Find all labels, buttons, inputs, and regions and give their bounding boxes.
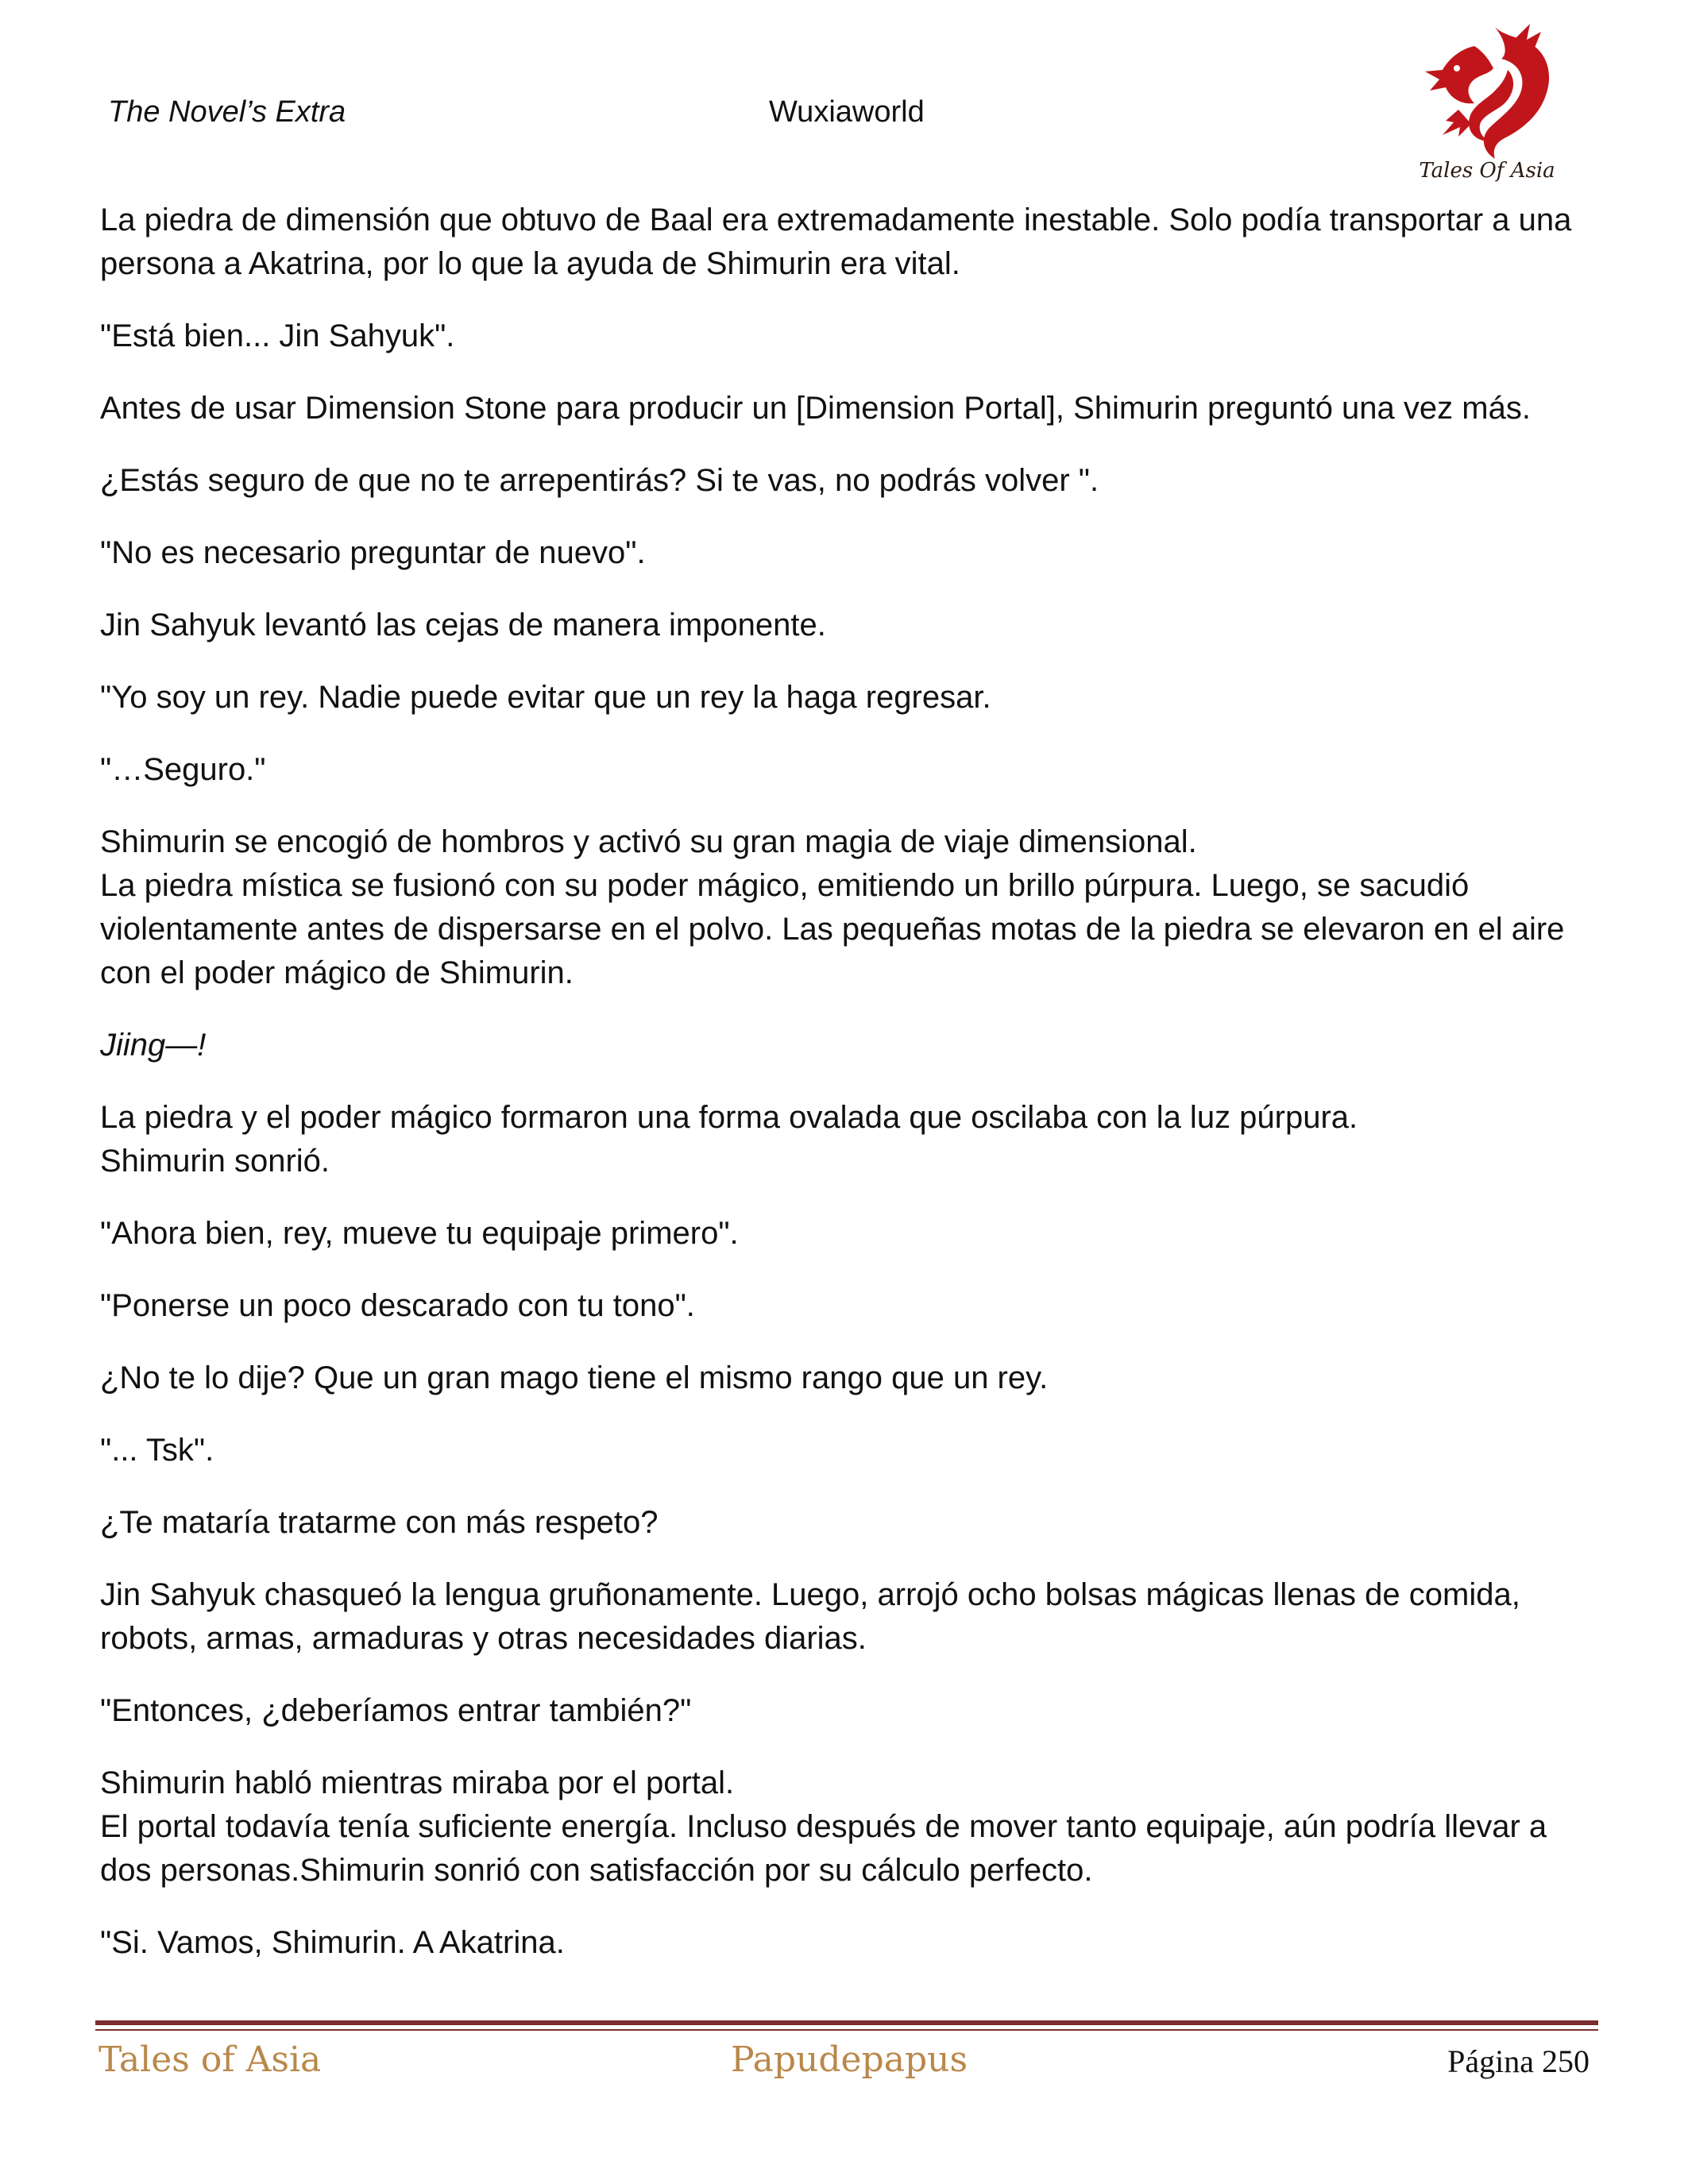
paragraph: "…Seguro.": [100, 752, 266, 787]
paragraph: "Entonces, ¿deberíamos entrar también?": [100, 1693, 692, 1728]
page-header: [0, 0, 1688, 191]
sound-effect: Jiing—!: [100, 1028, 207, 1063]
page-number: Página 250: [1447, 2043, 1590, 2079]
paragraph: "No es necesario preguntar de nuevo".: [100, 535, 646, 570]
paragraph: Jin Sahyuk levantó las cejas de manera imponente.: [100, 608, 826, 642]
paragraph: El portal todavía tenía suficiente energía. Incluso después de mover tanto equipaje, aún podría llevar a dos personas.Shimurin sonrió con satisfacción por su cálculo perfecto.: [100, 1809, 1547, 1888]
paragraph: "Ahora bien, rey, mueve tu equipaje primero".: [100, 1216, 739, 1251]
chapter-body: [100, 199, 1586, 1993]
paragraph: ¿No te lo dije? Que un gran mago tiene el mismo rango que un rey.: [100, 1360, 1049, 1395]
paragraph: Shimurin se encogió de hombros y activó su gran magia de viaje dimensional.: [100, 824, 1197, 859]
paragraph: La piedra mística se fusionó con su poder mágico, emitiendo un brillo púrpura. Luego, se sacudió violentamente antes de dispersarse en el polvo. Las pequeñas motas de la piedra se elevaron en el aire con el poder mágico de Shimurin.: [100, 868, 1565, 990]
paragraph: "... Tsk".: [100, 1433, 214, 1468]
paragraph: Shimurin habló mientras miraba por el portal.: [100, 1765, 735, 1800]
paragraph: ¿Estás seguro de que no te arrepentirás? Si te vas, no podrás volver ".: [100, 463, 1099, 498]
tales-of-asia-logo: [1419, 22, 1555, 189]
footer-rule-thin: [95, 2029, 1598, 2031]
logo-text: Tales Of Asia: [1419, 159, 1555, 183]
red-dragon-icon: [1419, 22, 1555, 161]
paragraph: "Está bien... Jin Sahyuk".: [100, 318, 455, 353]
footer-translator: Papudepapus: [731, 2039, 968, 2080]
paragraph: ¿Te mataría tratarme con más respeto?: [100, 1505, 659, 1540]
paragraph: La piedra de dimensión que obtuvo de Baal era extremadamente inestable. Solo podía transportar a una persona a Akatrina, por lo que la ayuda de Shimurin era vital.: [100, 203, 1572, 281]
paragraph: Antes de usar Dimension Stone para producir un [Dimension Portal], Shimurin preguntó una vez más.: [100, 391, 1531, 426]
novel-title: The Novel’s Extra: [108, 95, 346, 129]
paragraph: "Ponerse un poco descarado con tu tono".: [100, 1288, 695, 1323]
footer-rule: [95, 2020, 1598, 2025]
paragraph: Jin Sahyuk chasqueó la lengua gruñonamente. Luego, arrojó ocho bolsas mágicas llenas de comida, robots, armas, armaduras y otras necesidades diarias.: [100, 1577, 1520, 1656]
paragraph: La piedra y el poder mágico formaron una forma ovalada que oscilaba con la luz púrpura.: [100, 1100, 1358, 1135]
source-name: Wuxiaworld: [769, 95, 925, 129]
footer-site-name: Tales of Asia: [98, 2039, 322, 2080]
paragraph: "Si. Vamos, Shimurin. A Akatrina.: [100, 1925, 565, 1960]
paragraph: Shimurin sonrió.: [100, 1144, 330, 1179]
paragraph: "Yo soy un rey. Nadie puede evitar que un rey la haga regresar.: [100, 680, 991, 715]
